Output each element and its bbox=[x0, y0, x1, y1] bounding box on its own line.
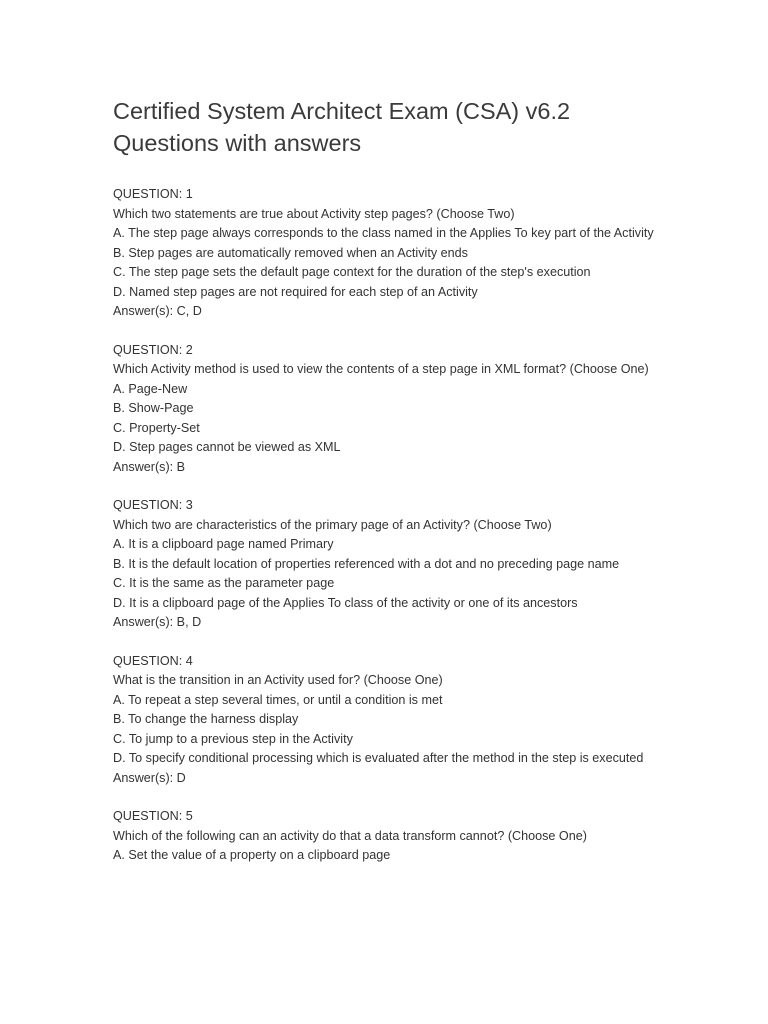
question-1 bbox=[113, 185, 658, 322]
question-stem: Which two statements are true about Activity step pages? (Choose Two) bbox=[113, 206, 515, 221]
question-3 bbox=[113, 496, 658, 633]
question-stem: Which of the following can an activity do that a data transform cannot? (Choose One) bbox=[113, 828, 587, 843]
page-title bbox=[113, 95, 658, 159]
question-5 bbox=[113, 807, 658, 866]
option-a: A. The step page always corresponds to the class named in the Applies To key part of the Activity bbox=[113, 226, 654, 240]
option-b: B. Show-Page bbox=[113, 401, 194, 415]
title-line-2: Questions with answers bbox=[113, 130, 362, 156]
question-answer: Answer(s): B bbox=[113, 459, 186, 474]
option-d: D. Step pages cannot be viewed as XML bbox=[113, 440, 341, 454]
option-a: A. Set the value of a property on a clipboard page bbox=[113, 848, 391, 862]
question-answer: Answer(s): D bbox=[113, 770, 186, 785]
question-number: QUESTION: 5 bbox=[113, 809, 193, 823]
option-d: D. Named step pages are not required for each step of an Activity bbox=[113, 284, 478, 299]
question-stem: Which two are characteristics of the primary page of an Activity? (Choose Two) bbox=[113, 517, 552, 532]
option-c: C. It is the same as the parameter page bbox=[113, 576, 335, 590]
question-number: QUESTION: 2 bbox=[113, 342, 193, 357]
option-c: C. Property-Set bbox=[113, 420, 200, 435]
question-stem: Which Activity method is used to view the contents of a step page in XML format? (Choose One) bbox=[113, 362, 649, 376]
option-a: A. It is a clipboard page named Primary bbox=[113, 537, 334, 551]
document-page bbox=[113, 95, 658, 885]
option-a: A. To repeat a step several times, or until a condition is met bbox=[113, 692, 443, 707]
title-line-1: Certified System Architect Exam (CSA) v6.2 bbox=[113, 98, 571, 124]
question-number: QUESTION: 4 bbox=[113, 653, 193, 668]
option-b: B. To change the harness display bbox=[113, 712, 299, 726]
option-b: B. Step pages are automatically removed when an Activity ends bbox=[113, 245, 468, 260]
question-answer: Answer(s): B, D bbox=[113, 615, 202, 629]
question-number: QUESTION: 1 bbox=[113, 187, 193, 201]
question-stem: What is the transition in an Activity used for? (Choose One) bbox=[113, 673, 443, 687]
question-number: QUESTION: 3 bbox=[113, 498, 193, 512]
question-4 bbox=[113, 652, 658, 789]
question-2 bbox=[113, 341, 658, 478]
question-answer: Answer(s): C, D bbox=[113, 304, 202, 318]
option-c: C. The step page sets the default page context for the duration of the step's execution bbox=[113, 265, 591, 279]
option-a: A. Page-New bbox=[113, 381, 188, 396]
option-d: D. To specify conditional processing which is evaluated after the method in the step is executed bbox=[113, 751, 644, 765]
option-c: C. To jump to a previous step in the Activity bbox=[113, 731, 353, 746]
option-b: B. It is the default location of properties referenced with a dot and no preceding page name bbox=[113, 556, 620, 571]
option-d: D. It is a clipboard page of the Applies To class of the activity or one of its ancestors bbox=[113, 595, 578, 610]
